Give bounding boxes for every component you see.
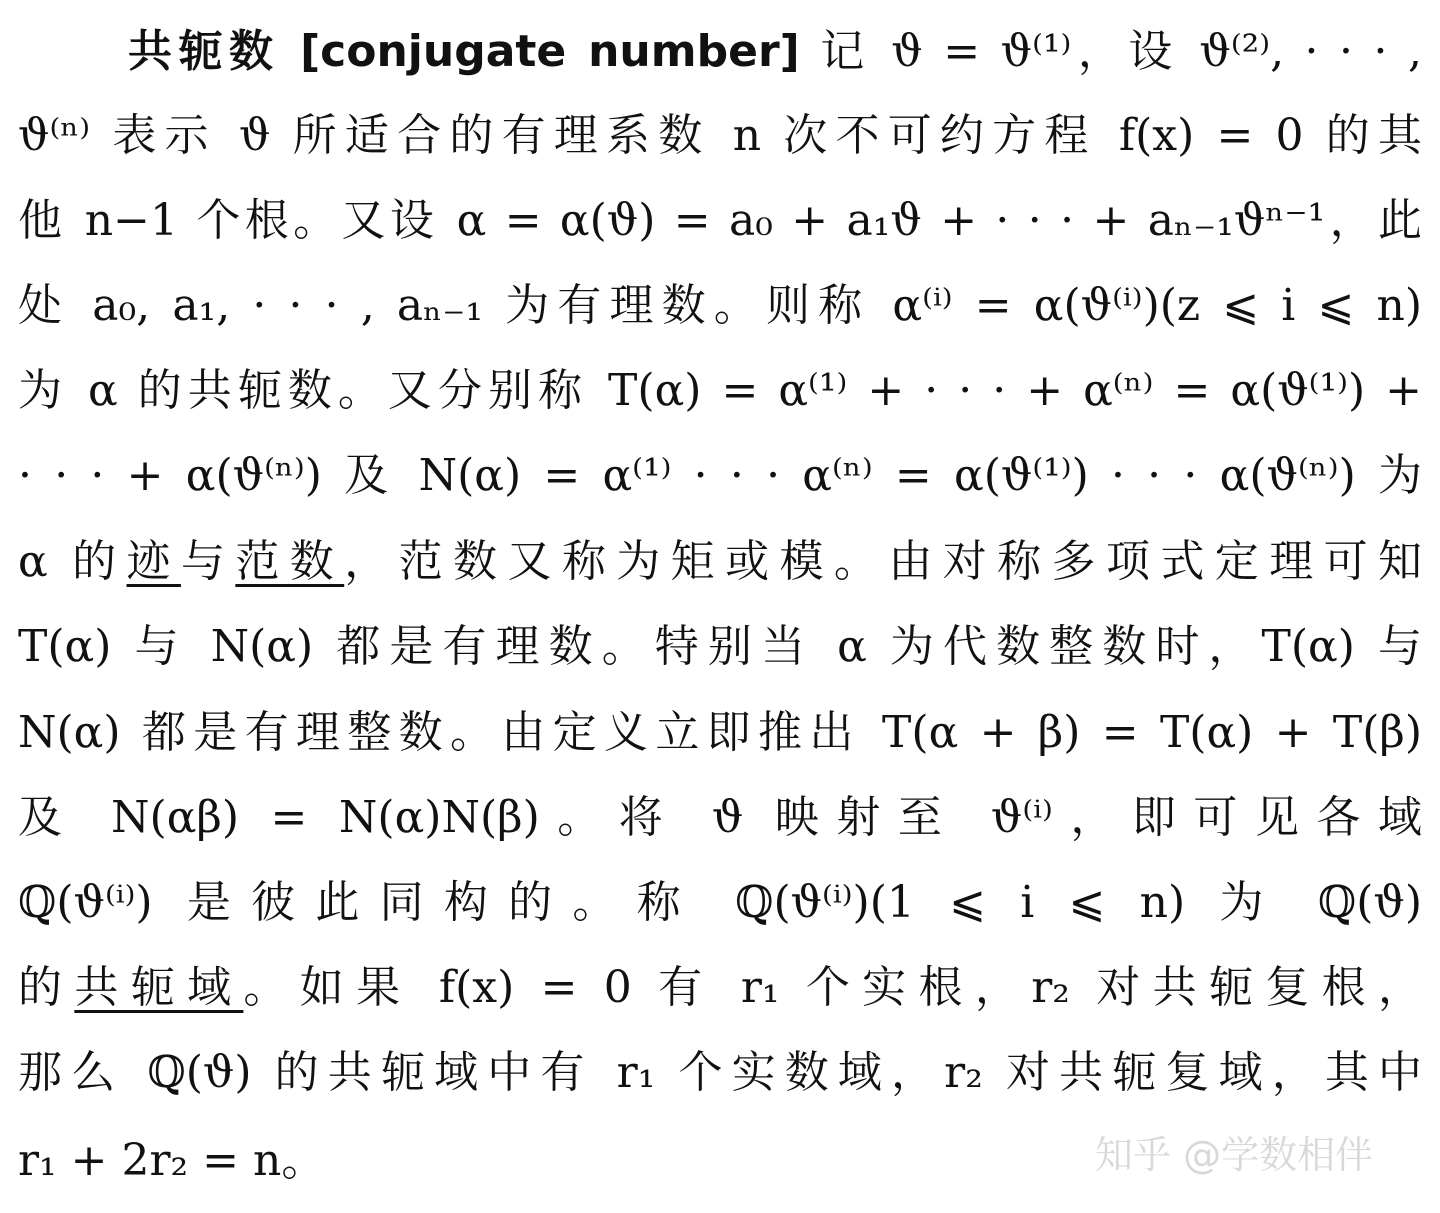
entry-line-10 <box>18 782 1422 854</box>
entry-text: 记 ϑ = ϑ⁽¹⁾，设 ϑ⁽²⁾, · · · , <box>820 26 1422 77</box>
entry-line-3 <box>18 185 1422 257</box>
entry-line-4 <box>18 270 1422 342</box>
defined-term-trace: 迹 <box>126 536 181 587</box>
entry-text: 他 n−1 个根。又设 α = α(ϑ) = a₀ + a₁ϑ + · · · + aₙ₋₁ϑⁿ⁻¹，此 <box>18 195 1422 246</box>
entry-text: ℚ(ϑ⁽ⁱ⁾) 是彼此同构的。称 ℚ(ϑ⁽ⁱ⁾)(1 ⩽ i ⩽ n) 为 ℚ(ϑ) <box>18 877 1422 928</box>
defined-term-norm: 范数 <box>235 536 345 587</box>
entry-text: · · · + α(ϑ⁽ⁿ⁾) 及 N(α) = α⁽¹⁾ · · · α⁽ⁿ⁾ = α(ϑ⁽¹⁾) · · · α(ϑ⁽ⁿ⁾) 为 <box>18 450 1422 501</box>
entry-text: ϑ⁽ⁿ⁾ 表示 ϑ 所适合的有理系数 n 次不可约方程 f(x) = 0 的其 <box>18 110 1422 161</box>
zhihu-watermark: 知乎 @学数相伴 <box>1095 1133 1374 1177</box>
entry-line-9 <box>18 697 1422 769</box>
entry-line-7 <box>18 526 1422 598</box>
entry-text: T(α) 与 N(α) 都是有理数。特别当 α 为代数整数时，T(α) 与 <box>18 621 1422 672</box>
entry-text: 处 a₀, a₁, · · · , aₙ₋₁ 为有理数。则称 α⁽ⁱ⁾ = α(ϑ⁽ⁱ⁾)(z ⩽ i ⩽ n) <box>18 280 1422 331</box>
entry-line-5 <box>18 355 1422 427</box>
entry-text: N(α) 都是有理整数。由定义立即推出 T(α + β) = T(α) + T(β) <box>18 707 1422 758</box>
entry-line-11 <box>18 867 1422 939</box>
entry-text: ，范数又称为矩或模。由对称多项式定理可知 <box>344 536 1422 587</box>
entry-line-13 <box>18 1037 1422 1109</box>
entry-text: 。如果 f(x) = 0 有 r₁ 个实根，r₂ 对共轭复根， <box>243 962 1422 1013</box>
entry-text: 的 <box>18 962 75 1013</box>
entry-text: 及 N(αβ) = N(α)N(β)。将 ϑ 映射至 ϑ⁽ⁱ⁾，即可见各域 <box>18 792 1422 843</box>
defined-term-conjugate-field: 共轭域 <box>74 962 244 1013</box>
entry-text: r₁ + 2r₂ = n。 <box>18 1135 326 1186</box>
entry-line-12 <box>18 952 1422 1024</box>
entry-text: 与 <box>180 536 236 587</box>
entry-text: 那么 ℚ(ϑ) 的共轭域中有 r₁ 个实数域，r₂ 对共轭复域，其中 <box>18 1047 1422 1098</box>
entry-headword: 共轭数 <box>128 26 280 77</box>
entry-line-1 <box>128 16 1422 88</box>
entry-english-term: [conjugate number] <box>300 26 800 77</box>
entry-line-8 <box>18 611 1422 683</box>
entry-line-6 <box>18 440 1422 512</box>
entry-text: α 的 <box>18 536 127 587</box>
entry-text: 为 α 的共轭数。又分别称 T(α) = α⁽¹⁾ + · · · + α⁽ⁿ⁾ = α(ϑ⁽¹⁾) + <box>18 365 1422 416</box>
entry-line-2 <box>18 100 1422 172</box>
